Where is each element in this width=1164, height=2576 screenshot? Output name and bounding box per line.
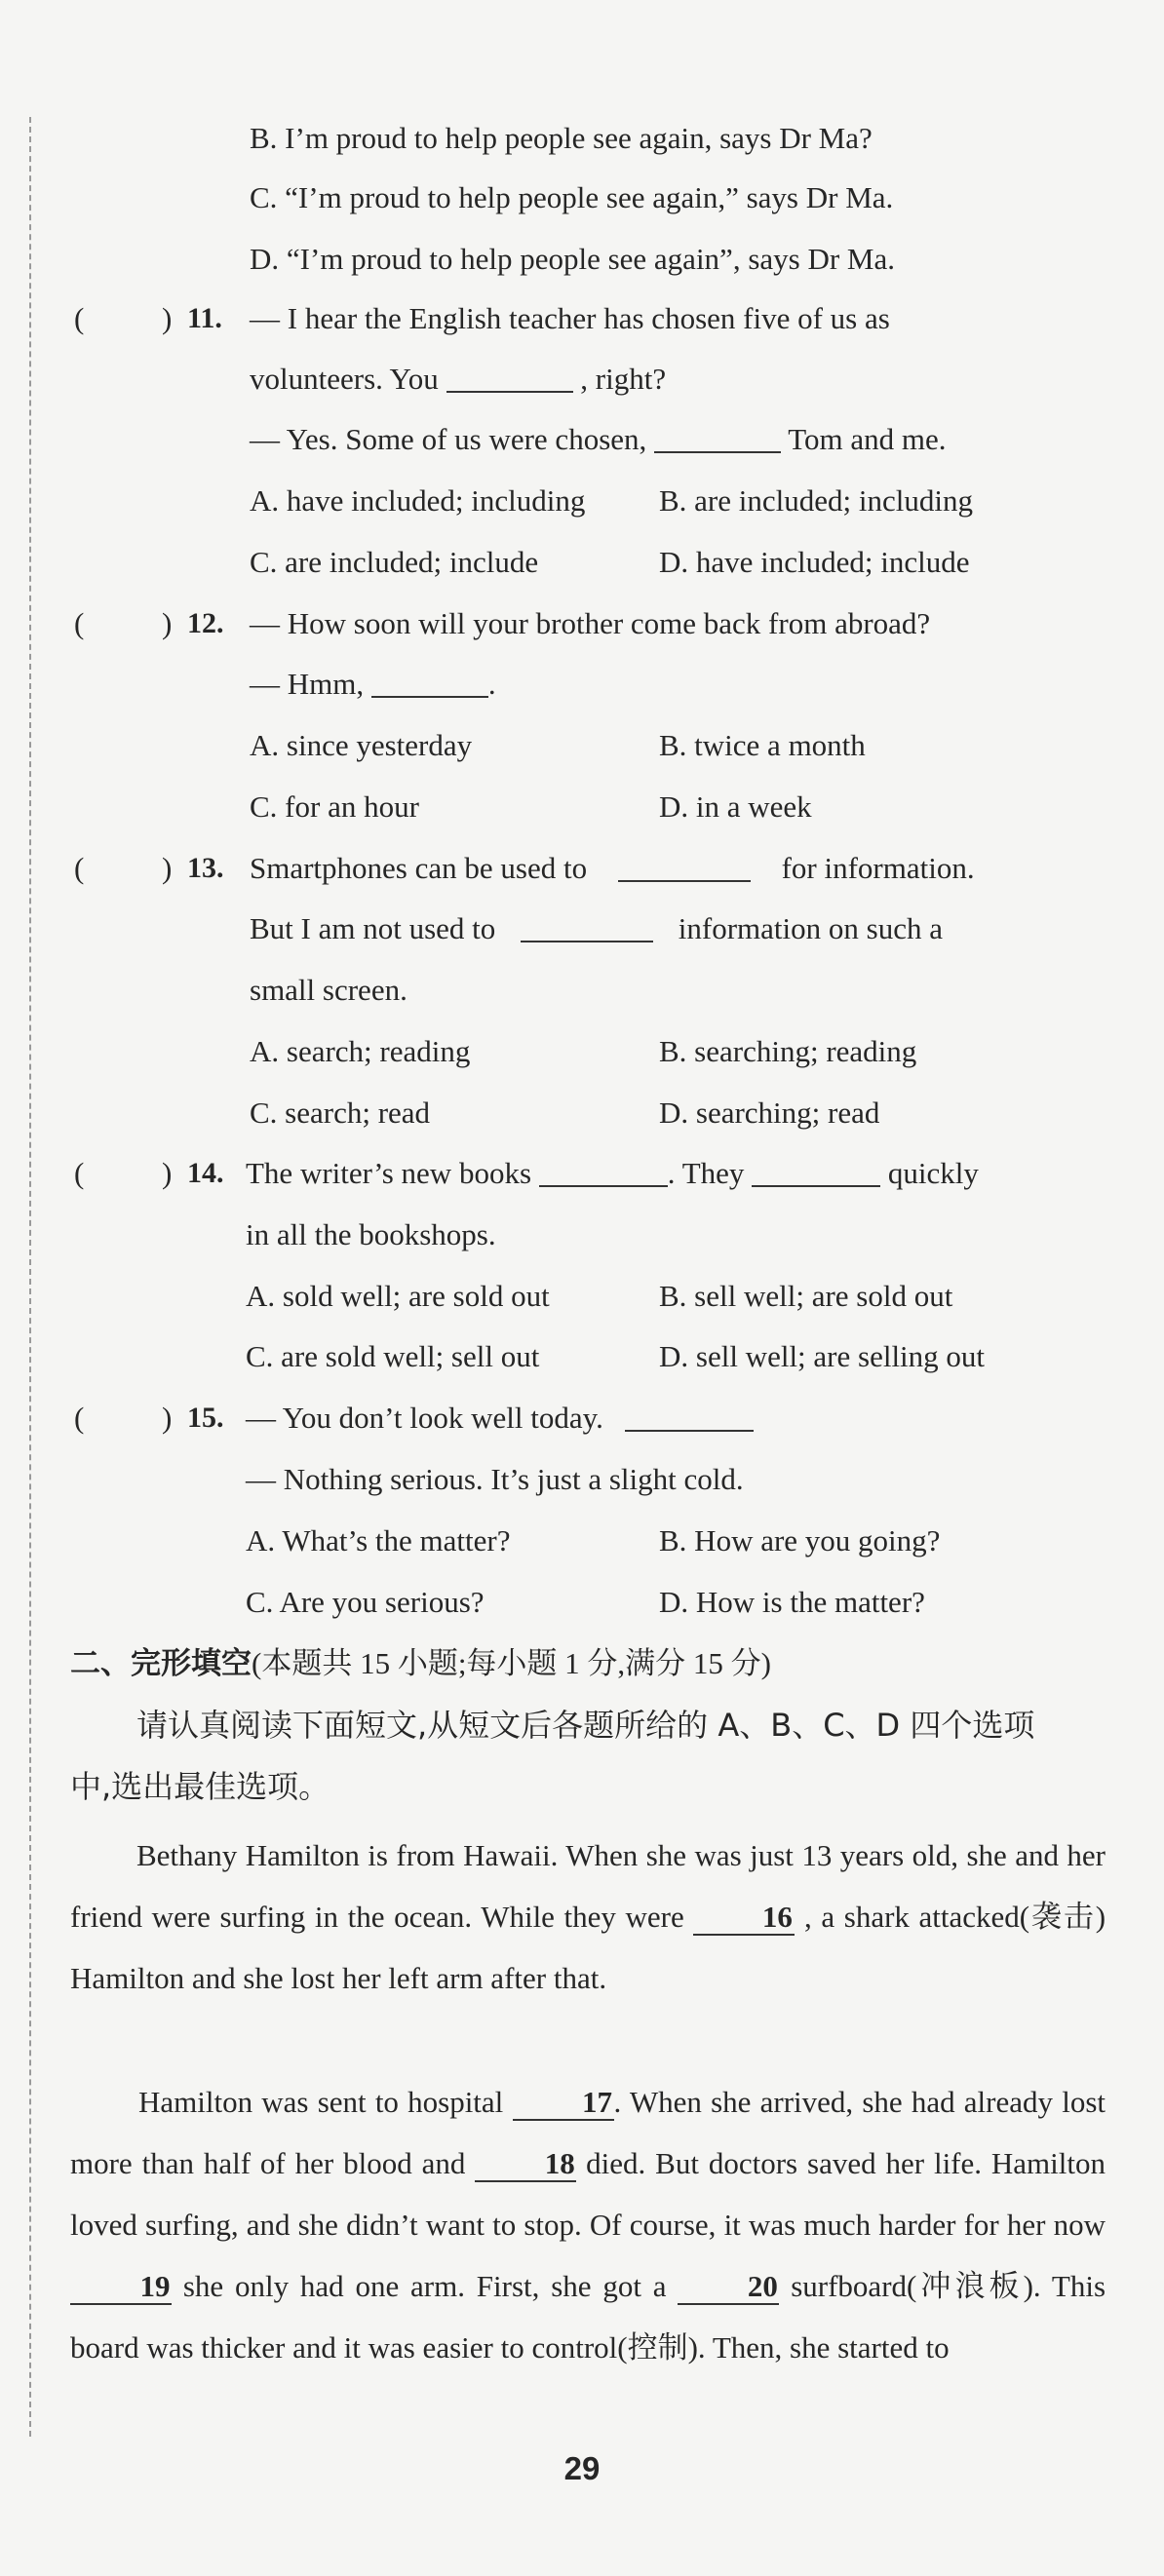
q15-number: 15. <box>187 1402 224 1434</box>
q14-number: 14. <box>187 1157 224 1189</box>
q11-option-c: C. are included; include <box>250 545 539 579</box>
q11-stem-line2 <box>250 360 666 399</box>
q14-text: . They <box>667 1156 745 1190</box>
q12-blank <box>371 667 488 698</box>
q15-option-c: C. Are you serious? <box>246 1585 485 1619</box>
q13-text: information on such a <box>678 911 943 945</box>
q11-stem-line3 <box>250 420 947 459</box>
passage-text: she only had one arm. First, she got a <box>182 2269 667 2303</box>
q13-option-b: B. searching; reading <box>659 1034 917 1068</box>
q14-answer-open: ( <box>74 1156 85 1190</box>
page-number: 29 <box>563 2450 601 2486</box>
q12-stem-line2 <box>250 665 496 704</box>
q11-text: — Yes. Some of us were chosen, <box>250 422 647 456</box>
instruction-line1: 请认真阅读下面短文,从短文后各题所给的 A、B、C、D 四个选项 <box>136 1707 1035 1744</box>
section-heading <box>70 1644 771 1683</box>
q14-blank <box>539 1156 668 1187</box>
q13-stem-line3: small screen. <box>250 973 407 1007</box>
section-note: (本题共 15 小题;每小题 1 分,满分 15 分) <box>252 1646 772 1680</box>
binding-margin-line <box>29 117 31 2437</box>
section-title: 二、完形填空 <box>70 1646 252 1681</box>
q15-answer-close: ) <box>162 1401 173 1435</box>
q11-blank <box>654 422 781 453</box>
q13-stem-line2 <box>250 909 943 948</box>
q14-text: quickly <box>887 1156 979 1190</box>
q13-text: But I am not used to <box>250 911 496 945</box>
q15-option-a: A. What’s the matter? <box>246 1523 511 1557</box>
q13-option-a: A. search; reading <box>250 1034 471 1068</box>
q12-number: 12. <box>187 607 224 639</box>
q14-option-c: C. are sold well; sell out <box>246 1339 540 1373</box>
q12-option-c: C. for an hour <box>250 789 419 824</box>
q11-answer-open: ( <box>74 301 85 335</box>
q13-option-d: D. searching; read <box>659 1096 880 1130</box>
q13-number: 13. <box>187 852 224 884</box>
q15-stem-line1 <box>246 1399 754 1438</box>
q14-stem-line2: in all the bookshops. <box>246 1217 496 1251</box>
q12-answer-open: ( <box>74 606 85 640</box>
q12-stem-line1: — How soon will your brother come back from abroad? <box>250 606 931 640</box>
cloze-blank-20: 20 <box>678 2270 779 2305</box>
q15-blank <box>625 1401 754 1432</box>
q11-stem-line1: — I hear the English teacher has chosen five of us as <box>250 301 890 335</box>
passage-text: . When she arrived, she had already lost more than half of her blood and <box>70 2085 1106 2180</box>
passage-text: Bethany Hamilton is from Hawaii. When she was just 13 years old, she and her friend were surfing in the ocean. While they were <box>70 1838 1106 1934</box>
q11-text: , right? <box>580 362 667 396</box>
passage-text: died. But doctors saved her life. Hamilton loved surfing, and she didn’t want to stop. Of course, it was much harder for her now <box>70 2146 1106 2242</box>
q13-option-c: C. search; read <box>250 1096 431 1130</box>
passage-paragraph-1 <box>70 1825 1106 2009</box>
q14-blank <box>752 1156 880 1187</box>
q13-blank <box>521 911 653 942</box>
q15-option-d: D. How is the matter? <box>659 1585 925 1619</box>
q11-number: 11. <box>187 302 222 334</box>
q11-option-d: D. have included; include <box>659 545 970 579</box>
q12-text: . <box>487 667 496 701</box>
q11-text: Tom and me. <box>788 422 947 456</box>
q13-blank <box>618 851 751 882</box>
q12-text: — Hmm, <box>250 667 365 701</box>
cloze-blank-17: 17 <box>513 2086 614 2121</box>
q15-answer-open: ( <box>74 1401 85 1435</box>
q10-option-d: D. “I’m proud to help people see again”, says Dr Ma. <box>250 242 895 276</box>
q15-text: — You don’t look well today. <box>246 1401 603 1435</box>
q13-text: Smartphones can be used to <box>250 851 588 885</box>
q14-answer-close: ) <box>162 1156 173 1190</box>
q12-answer-close: ) <box>162 606 173 640</box>
q11-text: volunteers. You <box>250 362 439 396</box>
q12-option-d: D. in a week <box>659 789 812 824</box>
passage-text: , a shark attacked(袭击) Hamilton and she lost her left arm after that. <box>70 1900 1106 1995</box>
q12-option-a: A. since yesterday <box>250 728 473 762</box>
q13-stem-line1 <box>250 849 975 888</box>
cloze-blank-19: 19 <box>70 2270 172 2305</box>
q15-option-b: B. How are you going? <box>659 1523 941 1557</box>
q13-text: for information. <box>781 851 975 885</box>
instruction-line2: 中,选出最佳选项。 <box>70 1768 330 1805</box>
q14-text: The writer’s new books <box>246 1156 532 1190</box>
q13-answer-close: ) <box>162 851 173 885</box>
q11-option-a: A. have included; including <box>250 483 586 518</box>
q11-blank <box>446 362 573 393</box>
q14-option-d: D. sell well; are selling out <box>659 1339 986 1373</box>
q14-option-b: B. sell well; are sold out <box>659 1279 953 1313</box>
q11-answer-close: ) <box>162 301 173 335</box>
passage-text: surfboard(冲浪板). This board was thicker and it was easier to control(控制). Then, she started to <box>70 2269 1106 2365</box>
q15-stem-line2: — Nothing serious. It’s just a slight cold. <box>246 1462 744 1496</box>
passage-paragraph-2 <box>70 2071 1106 2378</box>
cloze-blank-16: 16 <box>693 1901 795 1936</box>
q11-option-b: B. are included; including <box>659 483 973 518</box>
cloze-blank-18: 18 <box>475 2147 576 2182</box>
q13-answer-open: ( <box>74 851 85 885</box>
q14-stem-line1 <box>246 1154 979 1193</box>
q10-option-b: B. I’m proud to help people see again, says Dr Ma? <box>250 121 873 155</box>
q12-option-b: B. twice a month <box>659 728 866 762</box>
q14-option-a: A. sold well; are sold out <box>246 1279 550 1313</box>
q10-option-c: C. “I’m proud to help people see again,” says Dr Ma. <box>250 180 894 214</box>
passage-text: Hamilton was sent to hospital <box>138 2085 504 2119</box>
